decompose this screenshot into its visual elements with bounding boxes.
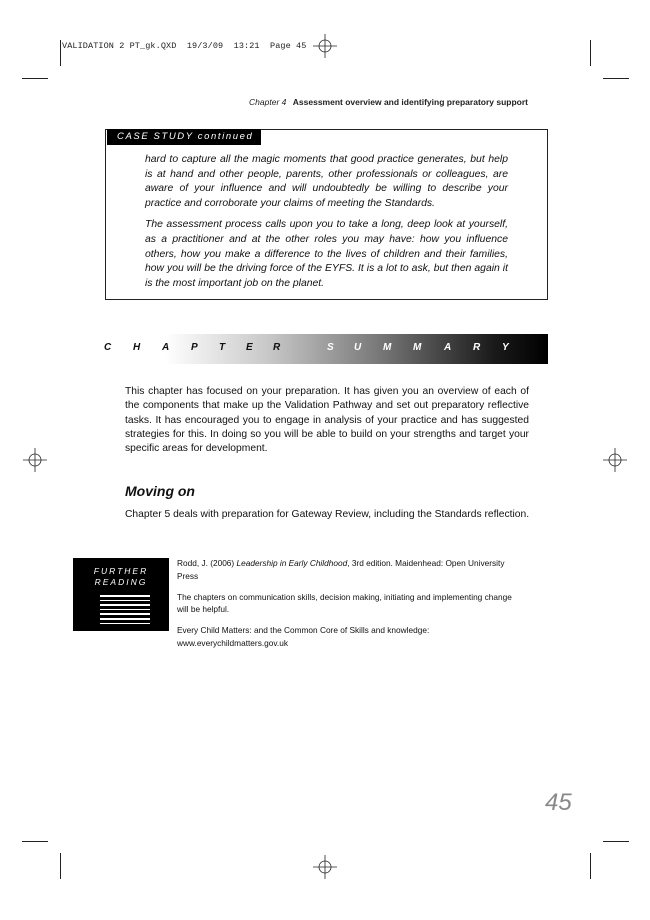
case-study-tab: CASE STUDY continued — [107, 129, 261, 145]
moving-on-heading: Moving on — [125, 483, 195, 499]
summary-letter: M — [383, 342, 392, 353]
case-study-paragraph: The assessment process calls upon you to take a long, deep look at yourself, as a practitioner and at the other roles you may have: how you influence others, how you make a difference to the lives of children and their families, how you will be the driving force of the EYFS. It is a lot to ask, but then again it is the most important job on the planet. — [145, 219, 508, 289]
crop-mark — [603, 78, 629, 79]
crop-mark — [60, 40, 61, 66]
registration-mark-icon — [313, 855, 337, 879]
summary-letter: A — [162, 342, 170, 353]
crop-mark — [590, 853, 591, 879]
chapter-summary-heading — [97, 334, 548, 364]
crop-mark — [22, 78, 48, 79]
reference-item: Rodd, J. (2006) Leadership in Early Childhood, 3rd edition. Maidenhead: Open University Press — [177, 558, 505, 581]
crop-mark — [603, 841, 629, 842]
summary-letter: R — [473, 342, 481, 353]
reference-note: The chapters on communication skills, decision making, initiating and implementing change will be helpful. — [177, 591, 512, 614]
registration-mark-icon — [23, 448, 47, 472]
summary-letter: A — [444, 342, 452, 353]
summary-letter: T — [219, 342, 226, 353]
further-reading-lines-icon — [100, 595, 150, 627]
crop-mark — [22, 841, 48, 842]
running-head-title: Assessment overview and identifying preparatory support — [292, 97, 528, 107]
case-study-text — [145, 153, 508, 298]
running-head-chapter: Chapter 4 — [249, 97, 287, 107]
reference-item: Every Child Matters: and the Common Core of Skills and knowledge: www.everychildmatters.gov.uk — [177, 625, 430, 648]
moving-on-text: Chapter 5 deals with preparation for Gateway Review, including the Standards reflection. — [125, 509, 530, 520]
summary-letter: U — [354, 342, 362, 353]
summary-letter: S — [327, 342, 334, 353]
print-slug: VALIDATION 2 PT_gk.QXD 19/3/09 13:21 Page 45 — [62, 41, 307, 51]
summary-letter: E — [246, 342, 253, 353]
summary-letter: P — [191, 342, 198, 353]
registration-mark-icon — [313, 34, 337, 58]
crop-mark — [590, 40, 591, 66]
further-reading-references — [177, 557, 522, 658]
page-number: 45 — [545, 789, 572, 816]
further-reading-label — [73, 566, 169, 588]
summary-letter: M — [413, 342, 422, 353]
summary-letter: C — [104, 342, 112, 353]
case-study-paragraph: hard to capture all the magic moments that good practice generates, but help is at hand and other people, parents, other professionals or colleagues, are aware of your influence and will undoubtedly be willing to describe your practice and corroborate your claims of meeting the Standards. — [145, 154, 508, 209]
summary-letter: Y — [502, 342, 509, 353]
running-head — [249, 97, 528, 107]
crop-mark — [60, 853, 61, 879]
further-reading-label-line: READING — [94, 577, 148, 587]
further-reading-label-line: FURTHER — [93, 566, 149, 576]
chapter-summary-text: This chapter has focused on your preparation. It has given you an overview of each of the components that make up the Validation Pathway and set out preparatory reflective tasks. It has encouraged you to engage in analysis of your practice and has suggested strategies for this. In doing so you will be able to build on your strengths and target your specific areas for development. — [125, 386, 529, 455]
summary-letter: R — [273, 342, 281, 353]
registration-mark-icon — [603, 448, 627, 472]
summary-letter: H — [133, 342, 141, 353]
